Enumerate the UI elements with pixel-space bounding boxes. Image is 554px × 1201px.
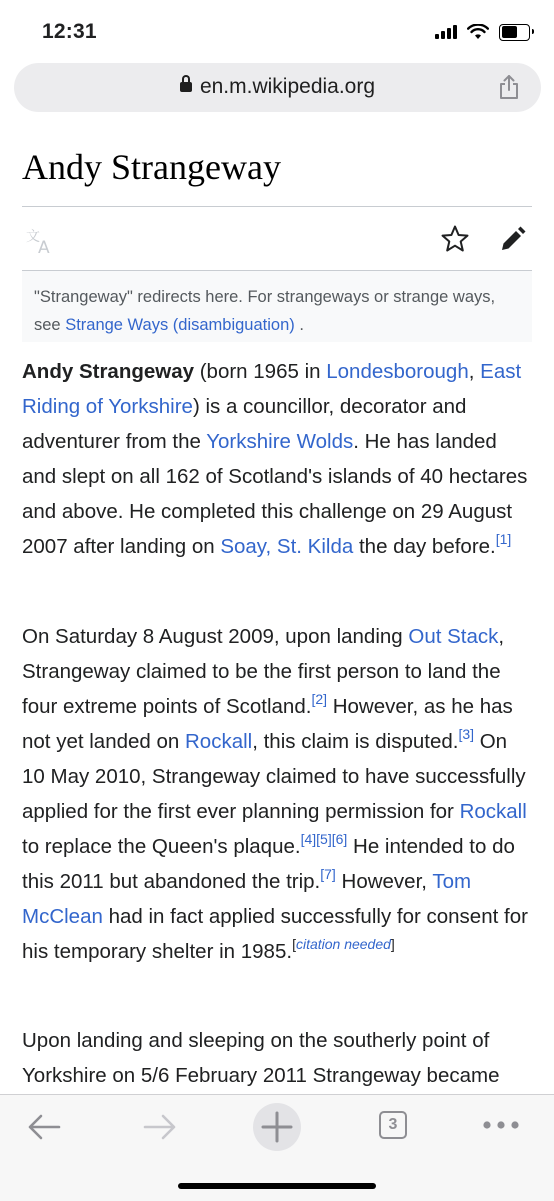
url-display[interactable]	[14, 75, 541, 99]
text-run: to replace the Queen's plaque.	[22, 835, 301, 858]
cn-text[interactable]: citation needed	[295, 936, 391, 952]
translate-icon[interactable]	[26, 227, 56, 255]
text-run: the day before.	[353, 535, 496, 558]
reference-7[interactable]: [7]	[320, 866, 336, 882]
link-soay[interactable]: Soay, St. Kilda	[220, 535, 354, 558]
svg-text:文: 文	[26, 229, 40, 245]
reference-5[interactable]: [5]	[316, 831, 332, 847]
reference-6[interactable]: [6]	[331, 831, 348, 847]
link-east-riding[interactable]: East Riding of Yorkshire	[22, 360, 522, 418]
status-time: 12:31	[42, 20, 97, 43]
cn-bracket-open: [	[292, 936, 296, 952]
text-run: He intended to do this 2011 but abandoned the trip.	[22, 835, 515, 893]
text-run: (born 1965 in	[194, 360, 327, 383]
link-tom-mcclean[interactable]: Tom McClean	[22, 870, 472, 928]
text-run: . He has landed and slept on all 162 of Scotland's islands of 40 hectares and above. He completed this challenge on 29 August 2007 after landing on	[22, 430, 528, 558]
home-indicator	[178, 1183, 376, 1189]
link-londesborough[interactable]: Londesborough	[326, 360, 469, 383]
cellular-signal-icon	[435, 25, 457, 39]
status-bar	[0, 0, 554, 62]
status-icons	[435, 22, 530, 42]
page-title: Andy Strangeway	[22, 147, 281, 187]
text-run: However, as he has not yet landed on	[22, 695, 513, 753]
text-run: On 10 May 2010, Strangeway claimed to have successfully applied for the first ever planning permission for	[22, 730, 526, 823]
address-bar[interactable]	[14, 63, 541, 112]
wifi-icon	[467, 24, 489, 40]
text-run: ) is a councillor, decorator and adventurer from the	[22, 395, 467, 453]
lock-icon	[180, 82, 192, 92]
link-yorkshire-wolds[interactable]: Yorkshire Wolds	[206, 430, 354, 453]
hatnote-text: "Strangeway" redirects here. For strangeways or strange ways, see	[34, 288, 496, 334]
link-rockall-2[interactable]: Rockall	[459, 800, 527, 823]
reference-1[interactable]: [1]	[495, 531, 512, 547]
paragraph-1	[22, 354, 534, 564]
share-icon[interactable]	[497, 74, 521, 100]
paragraph-3: Upon landing and sleeping on the southerly point of Yorkshire on 5/6 February 2011 Strangeway became	[22, 1029, 500, 1087]
new-tab-icon	[253, 1103, 301, 1151]
star-icon[interactable]	[440, 224, 470, 254]
forward-icon[interactable]	[142, 1112, 178, 1142]
new-tab-button[interactable]	[253, 1103, 301, 1151]
hatnote-link[interactable]: Strange Ways (disambiguation)	[65, 316, 295, 334]
hatnote	[22, 271, 532, 342]
article-subject: Andy Strangeway	[22, 360, 195, 383]
back-icon[interactable]	[26, 1112, 62, 1142]
hatnote-suffix: .	[294, 316, 304, 334]
edit-icon[interactable]	[500, 226, 526, 252]
link-out-stack[interactable]: Out Stack	[408, 625, 499, 648]
reference-3[interactable]: [3]	[458, 726, 475, 742]
text-run: On Saturday 8 August 2009, upon landing	[22, 625, 409, 648]
tabs-icon[interactable]: 3	[379, 1111, 407, 1139]
url-text: en.m.wikipedia.org	[199, 75, 376, 98]
text-run: had in fact applied successfully for consent for his temporary shelter in 1985.	[22, 905, 528, 963]
more-icon[interactable]	[482, 1119, 520, 1131]
citation-needed[interactable]	[292, 936, 395, 952]
link-rockall[interactable]: Rockall	[185, 730, 253, 753]
text-run: , this claim is disputed.	[252, 730, 459, 753]
cn-bracket-close: ]	[390, 936, 395, 952]
text-run: , Strangeway claimed to be the first person to land the four extreme points of Scotland.	[22, 625, 505, 718]
battery-icon	[499, 24, 530, 41]
reference-4[interactable]: [4]	[300, 831, 317, 847]
text-run: However,	[335, 870, 433, 893]
svg-text:A: A	[38, 238, 50, 255]
title-divider	[22, 206, 532, 207]
paragraph-2	[22, 619, 534, 969]
text-run: ,	[468, 360, 481, 383]
reference-2[interactable]: [2]	[311, 691, 328, 707]
